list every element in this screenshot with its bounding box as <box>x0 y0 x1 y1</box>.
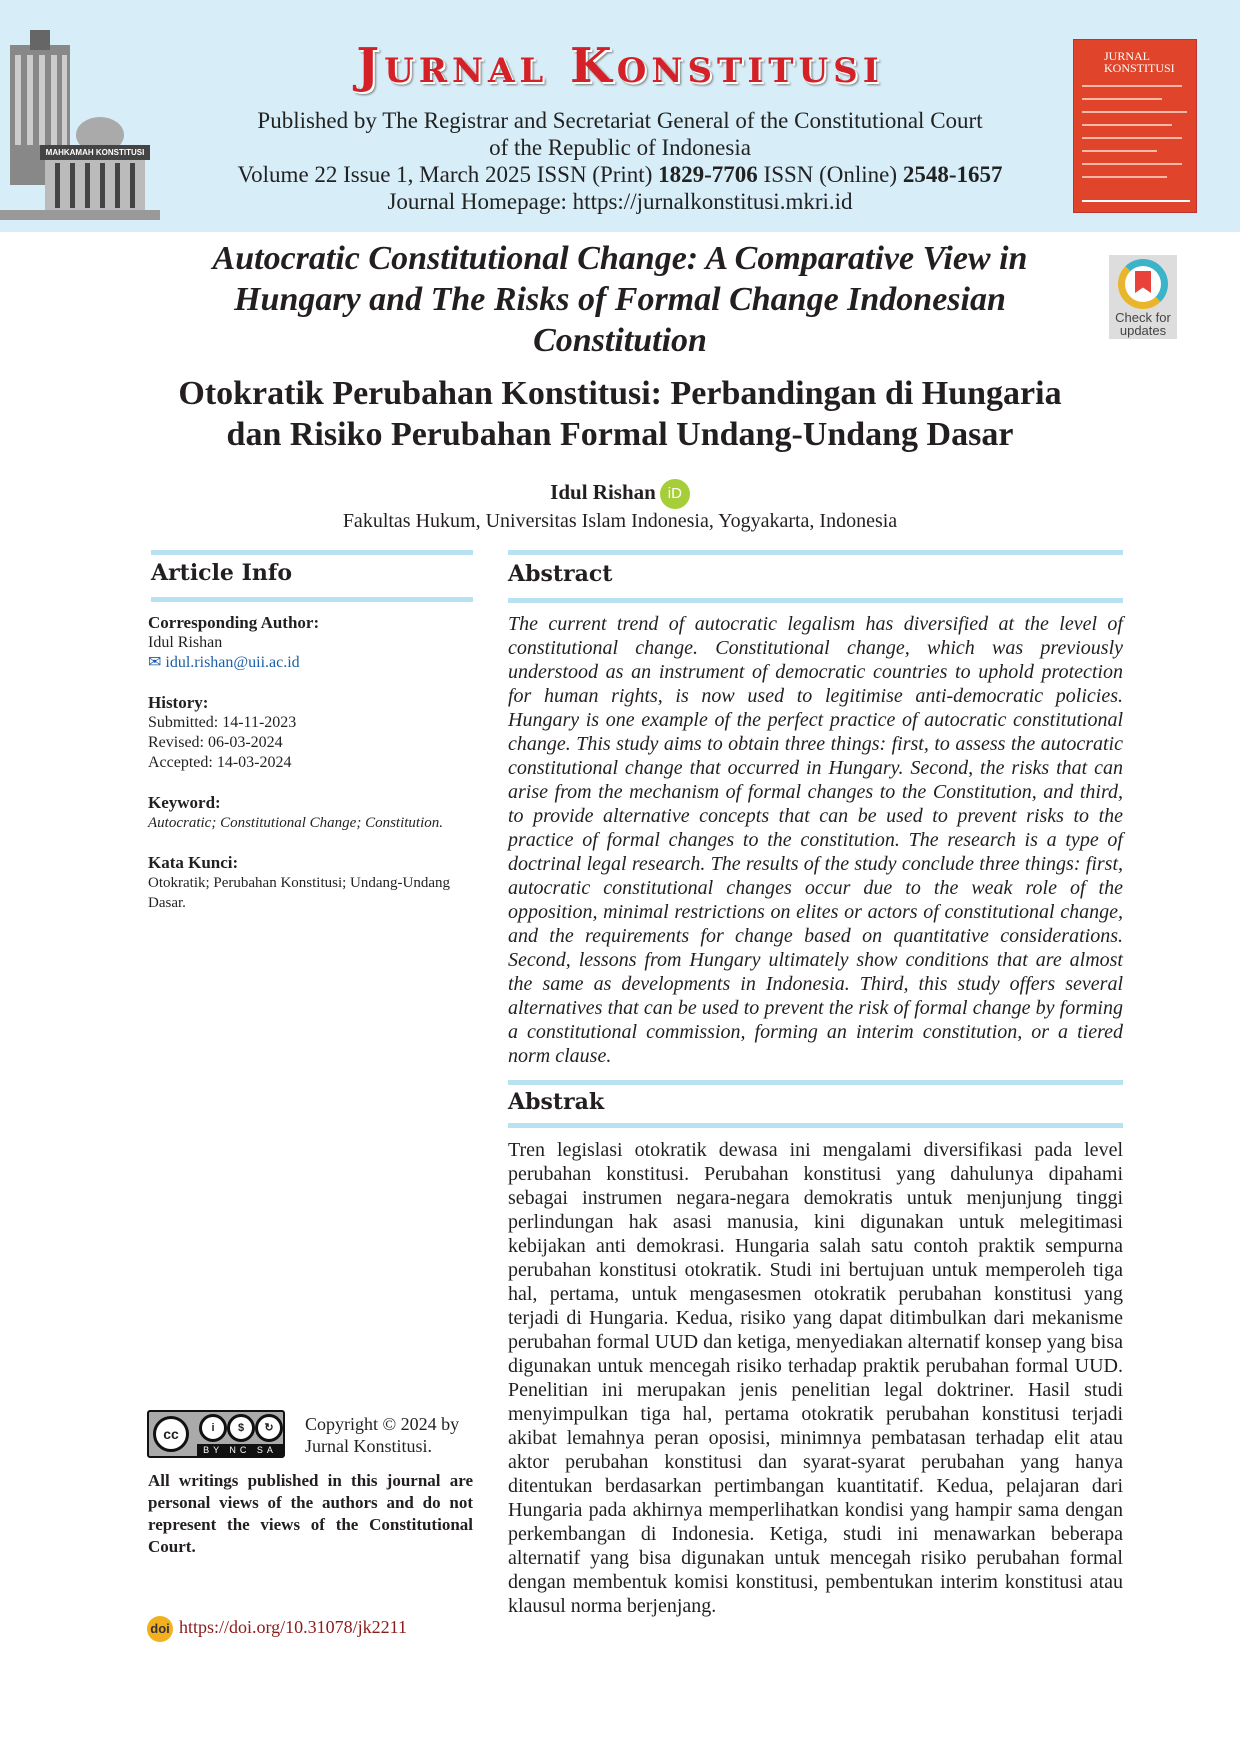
by-icon: i <box>199 1414 227 1442</box>
article-info-details <box>148 613 473 913</box>
title-block <box>150 238 1090 533</box>
revised-date: Revised: 06-03-2024 <box>148 734 283 751</box>
cover-title: JURNAL KONSTITUSI <box>1104 49 1175 75</box>
copyright-notice: Copyright © 2024 by Jurnal Konstitusi. <box>305 1414 460 1456</box>
abstrak-heading: Abstrak <box>508 1089 605 1115</box>
keyword-label: Keyword: <box>148 793 221 812</box>
divider <box>151 550 473 555</box>
volume-label: Volume 22 Issue 1, March 2025 ISSN (Print) <box>237 162 653 187</box>
check-for-updates-badge[interactable] <box>1109 255 1177 339</box>
nc-icon: $ <box>227 1414 255 1442</box>
journal-cover-image <box>1073 39 1197 213</box>
kata-kunci: Otokratik; Perubahan Konstitusi; Undang-Undang Dasar. <box>148 875 451 911</box>
abstrak-text: Tren legislasi otokratik dewasa ini mengalami diversifikasi pada level perubahan konstitusi. Perubahan konstitusi yang dahulunya dipahami sebagai instrumen negara-negara demokratis untuk menjunjung tinggi perlindungan hak asasi manusia, kini digunakan untuk melegitimasi kebijakan anti demokrasi. Hungaria salah satu contoh praktik sempurna perubahan konstitusi otokratik. Studi ini bertujuan untuk memperoleh tiga hal, pertama, untuk mengasesmen otokratik perubahan konstitusi yang terjadi di Hungaria. Kedua, risiko yang dapat ditimbulkan dari mekanisme perubahan formal UUD dan ketiga, menyediakan alternatif konsep yang bisa digunakan untuk mencegah risiko terhadap praktik perubahan formal UUD. Penelitian ini merupakan jenis penelitian legal doktriner. Hasil studi menyimpulkan tiga hal, pertama otokratik perubahan konstitusi terjadi akibat lemahnya peran oposisi, minimnya pembatasan terhadap elit atau aktor perubahan konstitusi dan syarat-syarat perubahan yang hanya ditentukan berdasarkan pertimbangan kuantitatif. Kedua, pelajaran dari Hungaria pada akhirnya memperlihatkan kondisi yang hampir sama dengan perkembangan di Indonesia. Ketiga, studi ini menawarkan beberapa alternatif yang bisa digunakan untuk mencegah risiko perubahan formal dengan membentuk komisi konstitusi, pembentukan interim konstitusi atau klausul norma berjenjang. <box>508 1139 1123 1617</box>
publisher-info <box>170 107 1070 215</box>
author-name: Idul Rishan <box>550 480 656 504</box>
abstract-text: The current trend of autocratic legalism has diversified at the level of constitutional change. Constitutional change, which was previously understood as an instrument of democratic countries to uphold protection for human rights, is now used to legitimise anti-democratic policies. Hungary is one example of the perfect practice of autocratic constitutional change. This study aims to obtain three things: first, to assess the autocratic constitutional change that occurred in Hungary. Second, the risks that can arise from the mechanism of formal changes to the Constitution, and third, to provide alternative concepts that can be used to prevent risks to the practice of formal changes to the constitution. The research is a type of doctrinal legal research. The results of the study conclude three things: first, autocratic constitutional changes occur due to the weak role of the opposition, minimal restrictions on elites or actors of constitutional change, and the requirements for change based on quantitative considerations. Second, lessons from Hungary ultimately show conditions that are almost the same as developments in Indonesia. Third, this study offers several alternatives that can be used to prevent the risk of formal change by forming a constitutional commission, forming an interim constitution, or a tiered norm clause. <box>508 613 1123 1067</box>
journal-name: Jurnal Konstitusi <box>356 38 884 94</box>
article-info-heading: Article Info <box>151 560 293 586</box>
accepted-date: Accepted: 14-03-2024 <box>148 754 292 771</box>
issn-online-label: ISSN (Online) <box>763 162 898 187</box>
divider <box>508 598 1123 603</box>
cc-icon: cc <box>153 1416 189 1452</box>
mail-icon: ✉ <box>148 654 162 671</box>
crossmark-icon <box>1118 259 1168 309</box>
divider <box>508 1123 1123 1128</box>
email-link[interactable] <box>148 653 473 673</box>
license-label: BY NC SA <box>197 1444 283 1456</box>
email-address[interactable]: idul.rishan@uii.ac.id <box>165 654 300 671</box>
orcid-icon[interactable]: iD <box>660 479 690 509</box>
divider <box>151 597 473 602</box>
publisher-line: Published by The Registrar and Secretariat General of the Constitutional Court <box>257 108 983 133</box>
crossmark-label: Check for updates <box>1115 310 1171 338</box>
publisher-line: of the Republic of Indonesia <box>489 135 751 160</box>
divider <box>508 550 1123 555</box>
doi-icon: doi <box>147 1616 173 1642</box>
article-title-indonesian: Otokratik Perubahan Konstitusi: Perbandingan di Hungaria dan Risiko Perubahan Formal Undang-Undang Dasar <box>178 375 1062 453</box>
divider <box>508 1080 1123 1085</box>
disclaimer: All writings published in this journal are personal views of the authors and do not represent the views of the Constitutional Court. <box>148 1471 473 1556</box>
author-affiliation: Fakultas Hukum, Universitas Islam Indonesia, Yogyakarta, Indonesia <box>342 510 898 533</box>
sa-icon: ↻ <box>255 1414 283 1442</box>
journal-homepage[interactable]: Journal Homepage: https://jurnalkonstitusi.mkri.id <box>387 189 853 214</box>
issn-online: 2548-1657 <box>902 162 1003 187</box>
volume-issn-line <box>170 161 1070 188</box>
issn-print: 1829-7706 <box>658 162 758 187</box>
author-line <box>150 477 1090 509</box>
journal-header <box>0 0 1240 232</box>
doi-link[interactable] <box>147 1616 407 1642</box>
creative-commons-license-badge[interactable] <box>147 1410 285 1458</box>
keywords: Autocratic; Constitutional Change; Constitution. <box>148 815 443 831</box>
kata-kunci-label: Kata Kunci: <box>148 853 239 872</box>
history-label: History: <box>148 693 209 712</box>
corresponding-label: Corresponding Author: <box>148 613 320 632</box>
doi-url[interactable]: https://doi.org/10.31078/jk2211 <box>179 1617 408 1638</box>
article-title-english: Autocratic Constitutional Change: A Comparative View in Hungary and The Risks of Formal Change Indonesian Constitution <box>212 240 1028 359</box>
corresponding-name: Idul Rishan <box>148 634 223 651</box>
submitted-date: Submitted: 14-11-2023 <box>148 714 297 731</box>
abstract-heading: Abstract <box>508 561 613 587</box>
building-sign: MAHKAMAH KONSTITUSI <box>45 148 145 157</box>
